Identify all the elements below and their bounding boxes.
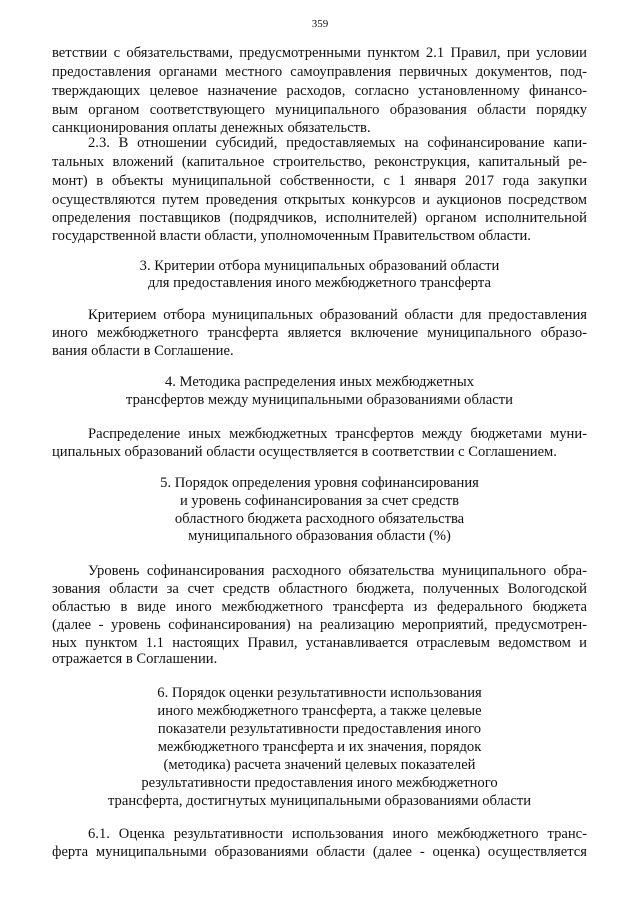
text-line: отражается в Соглашении. [52,651,218,667]
text-line: государственной власти области, уполномоченным Правительством области. [52,228,531,244]
section-heading: иного межбюджетного трансферта, а также целевые [157,703,482,719]
section-heading: результативности предоставления иного межбюджетного [141,775,498,791]
section-heading: для предоставления иного межбюджетного трансферта [148,275,491,291]
text-line: вания области в Соглашение. [52,343,234,359]
text-line: 2.3. В отношении субсидий, предоставляемых на софинансирование капи- [88,135,587,151]
page-number: 359 [311,18,329,30]
text-line: Распределение иных межбюджетных трансфертов между бюджетами муни- [88,426,587,442]
section-heading: областного бюджета расходного обязательства [174,511,465,527]
text-line: вым органом соответствующего муниципального образования области порядку [52,102,587,118]
text-line: ферта муниципальными образованиями области (далее - оценка) осуществляется [52,844,587,860]
text-line: областью в виде иного межбюджетного трансферта из федерального бюджета [52,599,587,615]
text-line: тальных вложений (капитальное строительство, реконструкция, капитальный ре- [52,154,587,170]
text-line: осуществляются путем проведения открытых конкурсов и аукционов посредством [52,192,587,208]
text-line: определения поставщиков (подрядчиков, исполнителей) органом исполнительной [52,210,587,226]
section-heading: показатели результативности предоставления иного [157,721,482,737]
section-heading: трансферта, достигнутых муниципальными образованиями области [107,793,532,809]
section-heading: 4. Методика распределения иных межбюджетных [164,374,475,390]
section-heading: 6. Порядок оценки результативности использования [157,685,482,701]
text-line: зования области за счет средств областного бюджета, полученных Вологодской [52,581,587,597]
text-line: (далее - уровень софинансирования) на реализацию мероприятий, предусмотрен- [52,617,587,633]
text-line: тверждающих целевое назначение расходов, согласно установленному финансо- [52,83,587,99]
text-line: ципальных образований области осуществляется в соответствии с Соглашением. [52,444,557,460]
section-heading: и уровень софинансирования за счет средств [179,493,460,509]
section-heading: трансфертов между муниципальными образованиями области [126,392,513,408]
section-heading: межбюджетного трансферта и их значения, порядок [157,739,482,755]
text-line: санкционирования оплаты денежных обязательств. [52,120,371,136]
text-line: предоставления органами местного самоуправления первичных документов, под- [52,64,587,80]
text-line: Уровень софинансирования расходного обязательства муниципального обра- [88,563,587,579]
section-heading: 3. Критерии отбора муниципальных образований области [139,258,500,274]
text-line: монт) в объекты муниципальной собственности, с 1 января 2017 года закупки [52,173,587,189]
section-heading: (методика) расчета значений целевых показателей [163,757,476,773]
text-line: 6.1. Оценка результативности использования иного межбюджетного транс- [88,826,587,842]
text-line: ветствии с обязательствами, предусмотренными пунктом 2.1 Правил, при условии [52,45,587,61]
text-line: иного межбюджетного трансферта является включение муниципального образо- [52,325,587,341]
section-heading: 5. Порядок определения уровня софинансирования [160,475,479,491]
section-heading: муниципального образования области (%) [188,528,451,544]
text-line: ных пунктом 1.1 настоящих Правил, устанавливается отраслевым ведомством и [52,635,587,651]
text-line: Критерием отбора муниципальных образований области для предоставления [88,307,587,323]
